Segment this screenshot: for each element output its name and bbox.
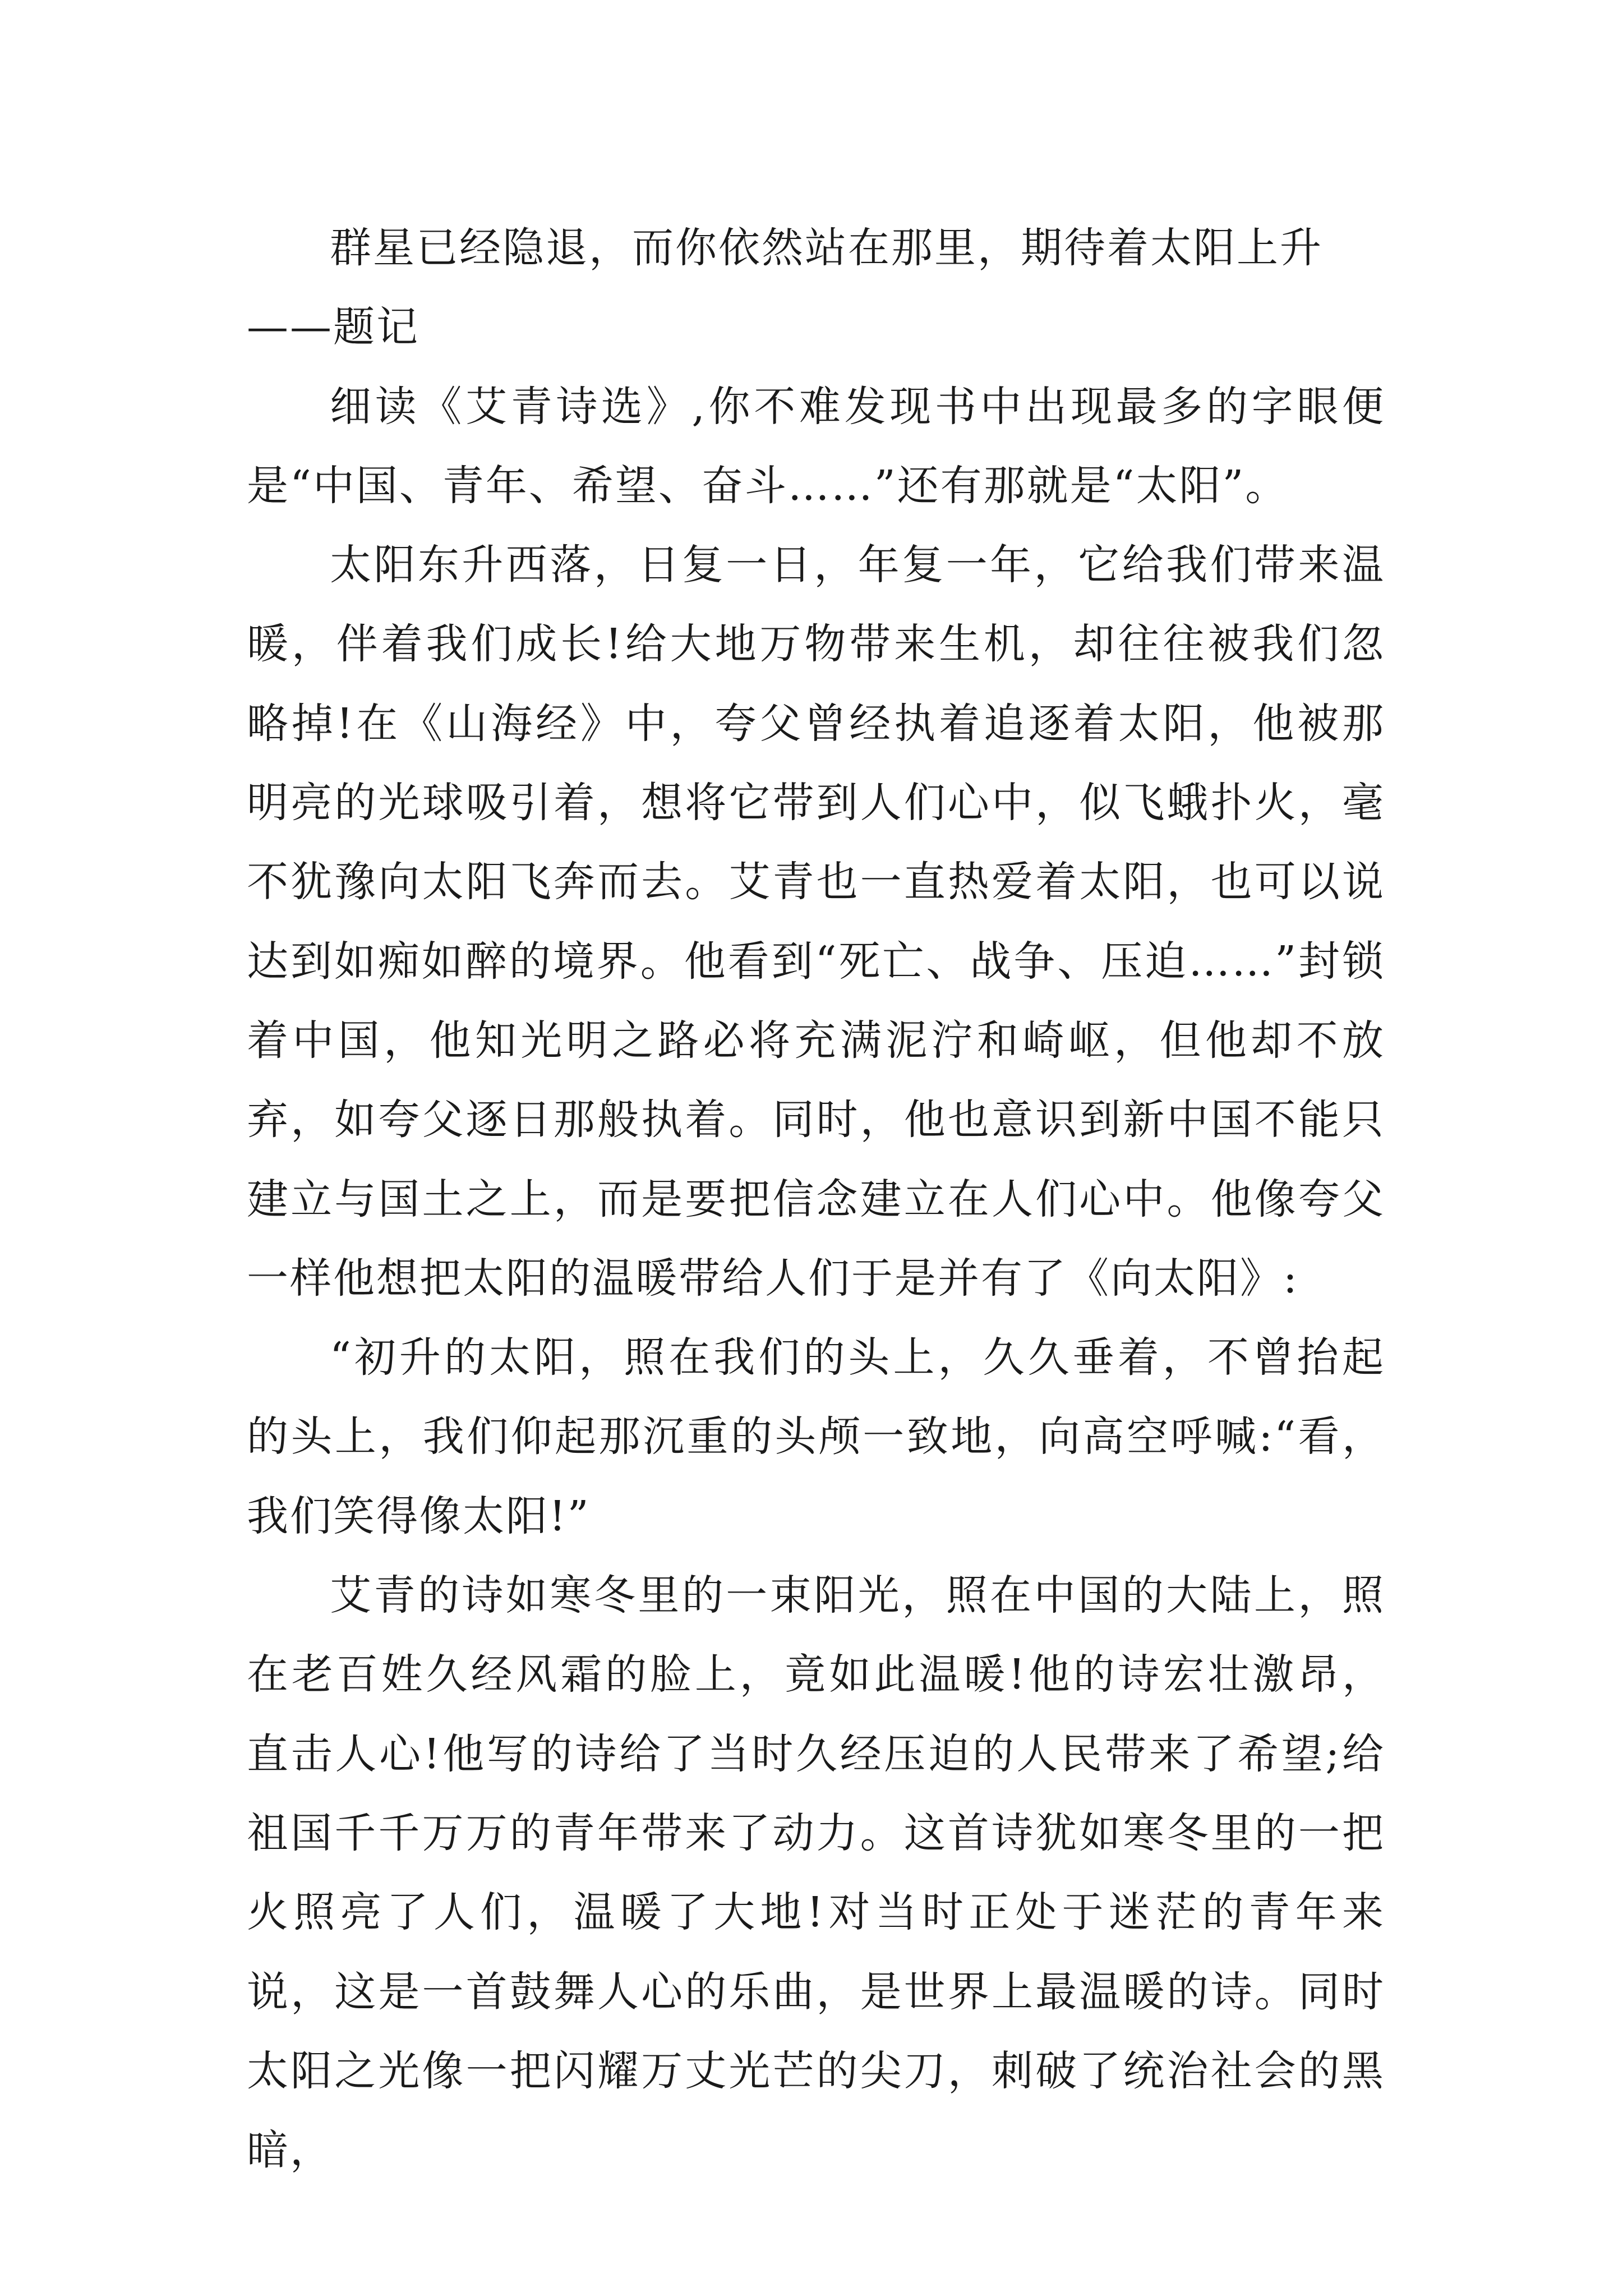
paragraph: 太阳东升西落，日复一日，年复一年，它给我们带来温暖，伴着我们成长!给大地万物带来生机，却往往被我们忽略掉!在《山海经》中，夸父曾经执着追逐着太阳，他被那明亮的光球吸引着，想将它带到人们心中，似飞蛾扑火，毫不犹豫向太阳飞奔而去。艾青也一直热爱着太阳，也可以说达到如痴如醉的境界。他看到“死亡、战争、压迫……”封锁着中国，他知光明之路必将充满泥泞和崎岖，但他却不放弃，如夸父逐日那般执着。同时，他也意识到新中国不能只建立与国土之上，而是要把信念建立在人们心中。他像夸父一样他想把太阳的温暖带给人们于是并有了《向太阳》: (247, 541, 1385, 1303)
paragraph: “初升的太阳，照在我们的头上，久久垂着，不曾抬起的头上，我们仰起那沉重的头颅一致地，向高空呼喊:“看，我们笑得像太阳!” (247, 1333, 1385, 1540)
epigraph-attribution: ——题记 (247, 303, 419, 352)
paragraph: 细读《艾青诗选》,你不难发现书中出现最多的字眼便是“中国、青年、希望、奋斗……”还有那就是“太阳”。 (247, 382, 1385, 510)
epigraph: 群星已经隐退，而你依然站在那里，期待着太阳上升 (330, 224, 1323, 272)
document-body (247, 209, 1385, 2190)
paragraph: 艾青的诗如寒冬里的一束阳光，照在中国的大陆上，照在老百姓久经风霜的脸上，竟如此温暖!他的诗宏壮激昂，直击人心!他写的诗给了当时久经压迫的人民带来了希望;给祖国千千万万的青年带来了动力。这首诗犹如寒冬里的一把火照亮了人们，温暖了大地!对当时正处于迷茫的青年来说，这是一首鼓舞人心的乐曲，是世界上最温暖的诗。同时太阳之光像一把闪耀万丈光芒的尖刀，刺破了统治社会的黑暗， (247, 1571, 1385, 2175)
